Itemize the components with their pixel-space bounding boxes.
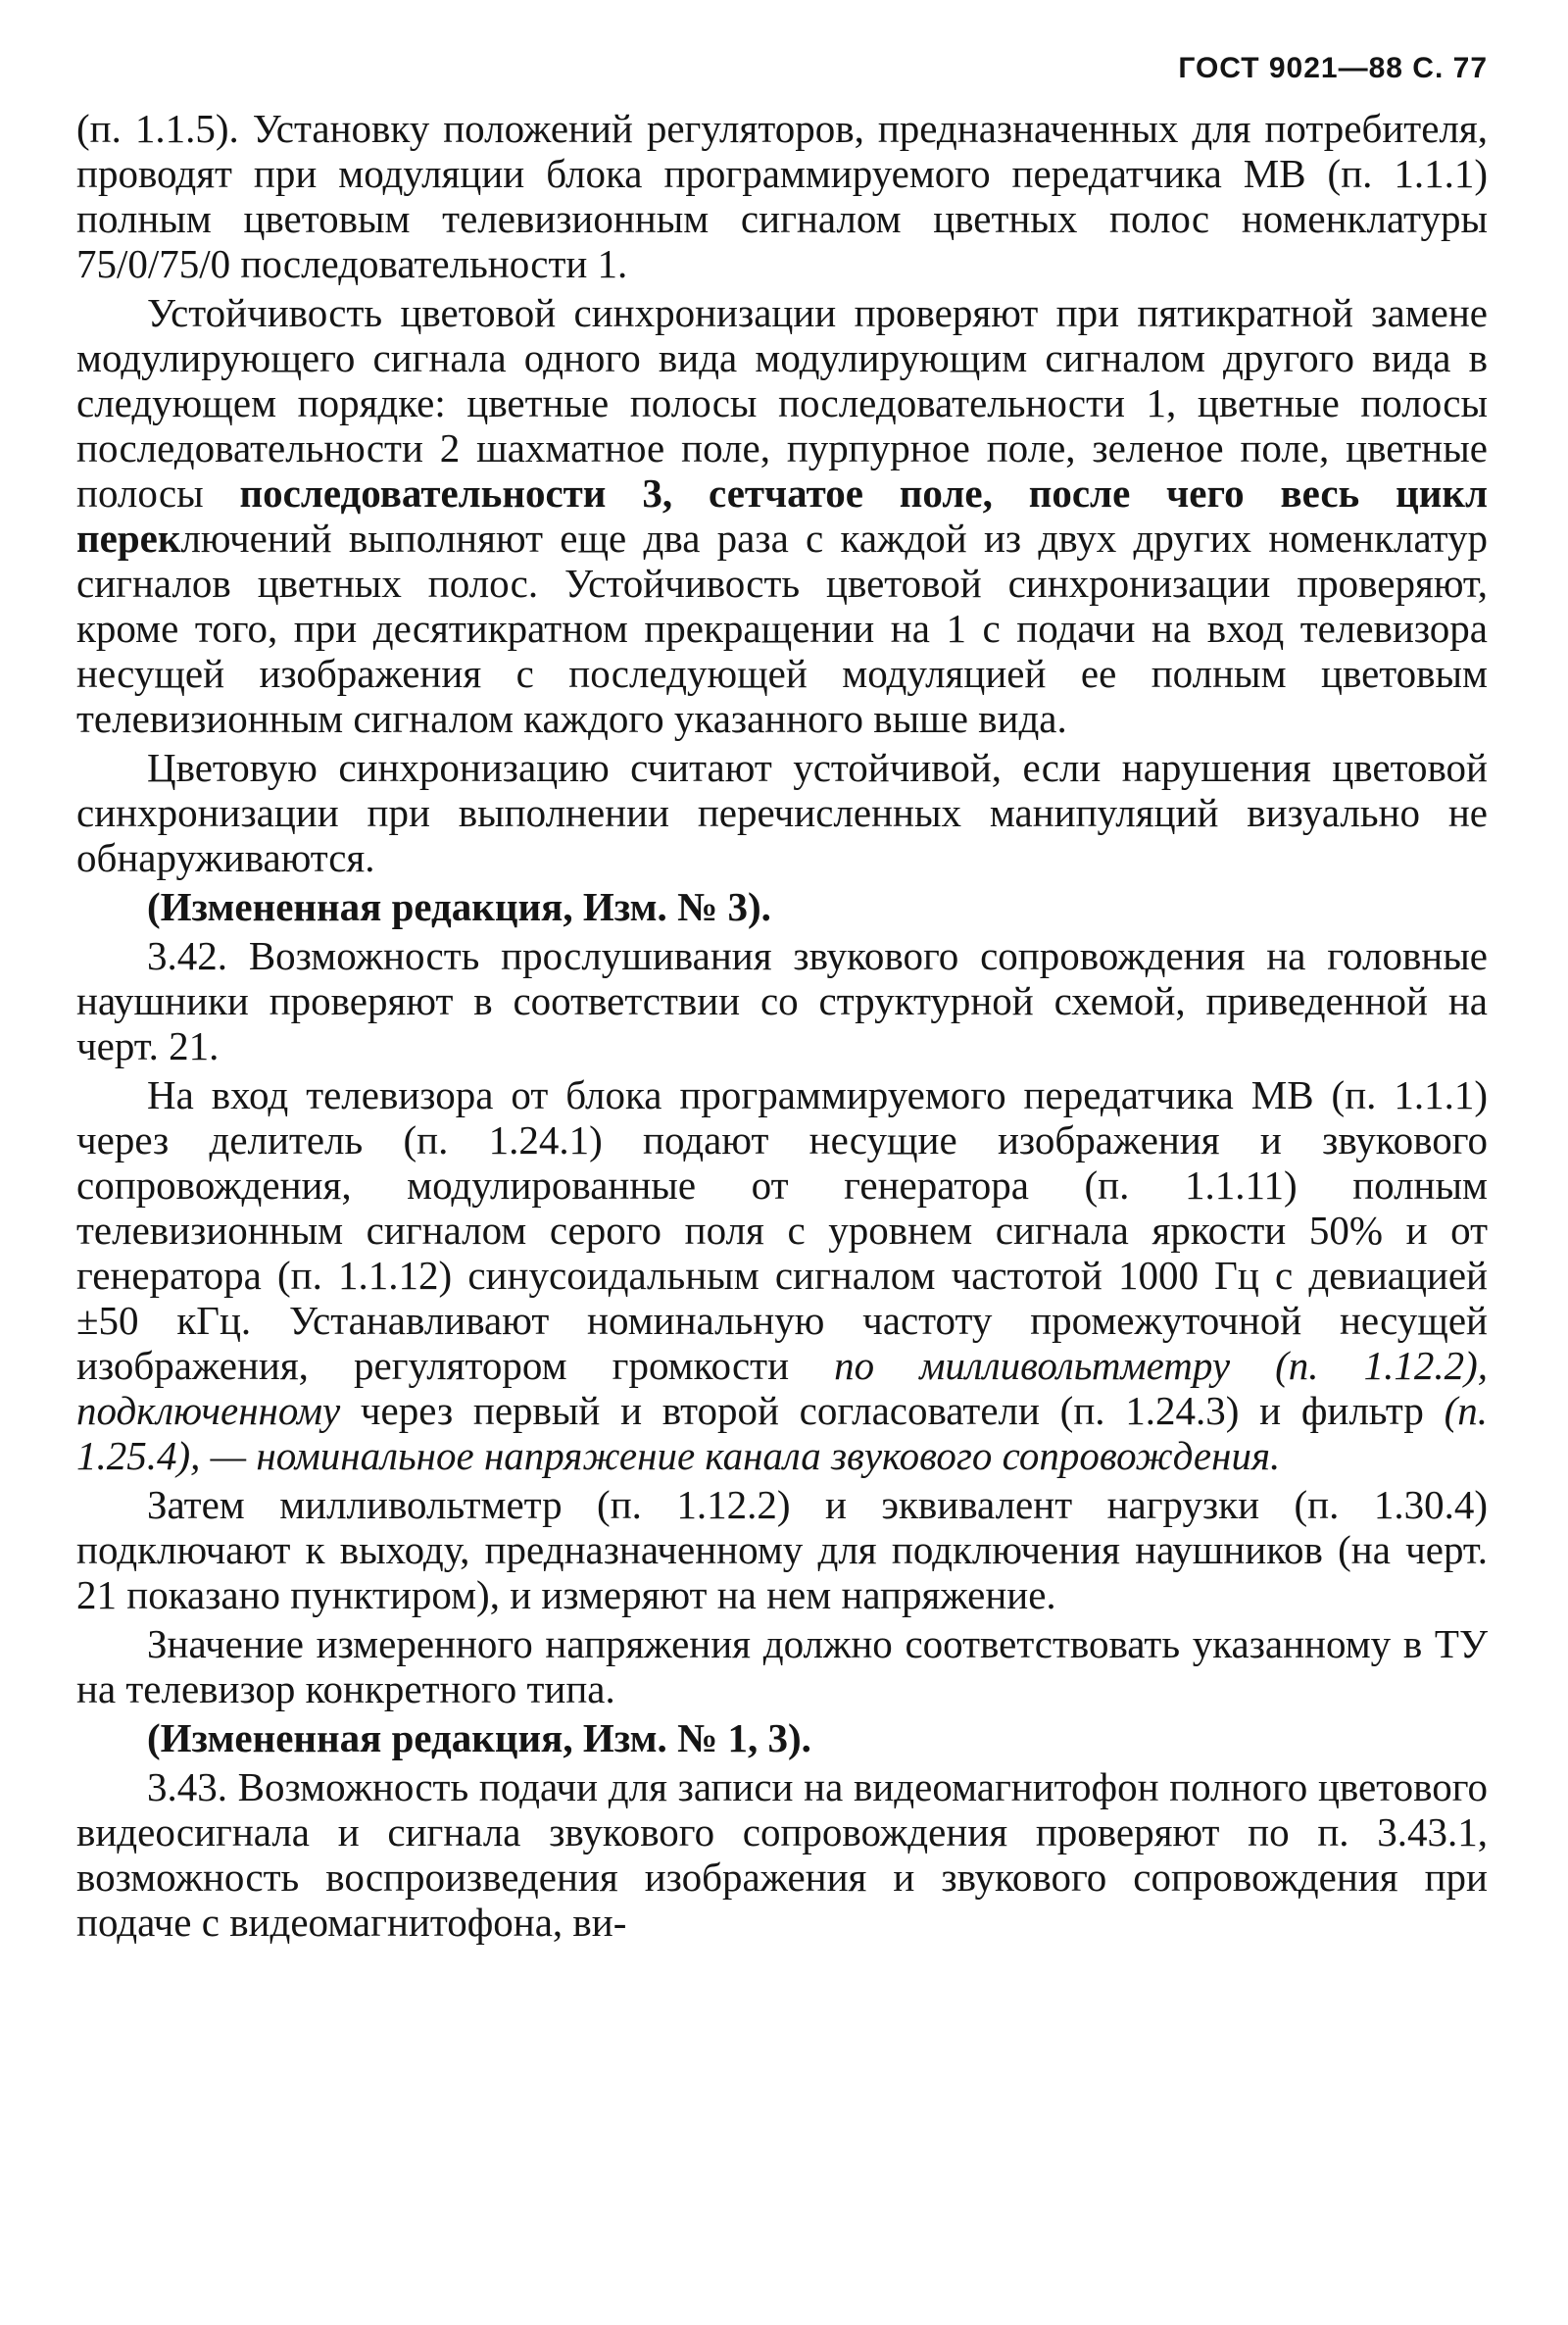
paragraph-text: Устойчивость цветовой синхронизации проверяют при пятикратной замене модулирующего сигнала одного вида модулирующим сигналом другого вида в следующем порядке: цветные полосы последовательности 1, цветные полосы последовательности 2 шахматное поле, пурпурное поле, зеленое поле, цветные полосы: [76, 290, 1488, 516]
document-page: [76, 49, 1488, 2284]
paragraph-voltage-value: Значение измеренного напряжения должно соответствовать указанному в ТУ на телевизор конкретного типа.: [76, 1621, 1488, 1711]
paragraph-text: лючений выполняют еще два раза с каждой из двух других номенклатур сигналов цветных полос. Устойчивость цветовой синхронизации проверяют, кроме того, при десятикратном прекращении на 1 с подачи на вход телевизора несущей изображения с последующей модуляцией ее полным цветовым телевизионным сигналом каждого указанного выше вида.: [76, 516, 1488, 741]
running-header: ГОСТ 9021—88 С. 77: [1178, 52, 1488, 84]
paragraph-continuation: (п. 1.1.5). Установку положений регуляторов, предназначенных для потребителя, проводят при модуляции блока программируемого передатчика МВ (п. 1.1.1) полным цветовым телевизионным сигналом цветных полос номенклатуры 75/0/75/0 последовательности 1.: [76, 106, 1488, 286]
paragraph-sync-criteria: Цветовую синхронизацию считают устойчивой, если нарушения цветовой синхронизации при выполнении перечисленных манипуляций визуально не обнаруживаются.: [76, 745, 1488, 880]
section-3-43: 3.43. Возможность подачи для записи на видеомагнитофон полного цветового видеосигнала и сигнала звукового сопровождения проверяют по п. 3.43.1, возможность воспроизведения изображения и звукового сопровождения при подаче с видеомагнитофона, ви-: [76, 1764, 1488, 1945]
paragraph-text: На вход телевизора от блока программируемого передатчика МВ (п. 1.1.1) через делитель (п. 1.24.1) подают несущие изображения и звукового сопровождения, модулированные от генератора (п. 1.1.11) полным телевизионным сигналом серого поля с уровнем сигнала яркости 50% и от генератора (п. 1.1.12) синусоидальным сигналом частотой 1000 Гц с девиацией ±50 кГц. Устанавливают номинальную частоту промежуточной несущей изображения, регулятором громкости: [76, 1072, 1488, 1388]
paragraph-text: через первый и второй согласователи (п. 1.24.3) и фильтр: [340, 1388, 1445, 1433]
paragraph-italic-text: (п. 1.25.4), — номинальное напряжение канала звукового сопровождения.: [76, 1388, 1488, 1478]
paragraph-test-procedure: [76, 1072, 1488, 1478]
paragraph-measurement: Затем милливольтметр (п. 1.12.2) и эквивалент нагрузки (п. 1.30.4) подключают к выходу, предназначенному для подключения наушников (на черт. 21 показано пунктиром), и измеряют на нем напряжение.: [76, 1482, 1488, 1617]
document-body: [76, 106, 1488, 1945]
amendment-note: (Измененная редакция, Изм. № 3).: [147, 884, 771, 929]
paragraph-color-sync-stability: [76, 290, 1488, 741]
section-3-42: 3.42. Возможность прослушивания звукового сопровождения на головные наушники проверяют в соответствии со структурной схемой, приведенной на черт. 21.: [76, 933, 1488, 1068]
paragraph-italic-text: по милливольтметру (п. 1.12.2), подключенному: [76, 1343, 1488, 1433]
paragraph-bold-text: последовательности 3, сетчатое поле, после чего весь цикл перек: [76, 470, 1488, 561]
amendment-note: (Измененная редакция, Изм. № 1, 3).: [147, 1715, 811, 1760]
